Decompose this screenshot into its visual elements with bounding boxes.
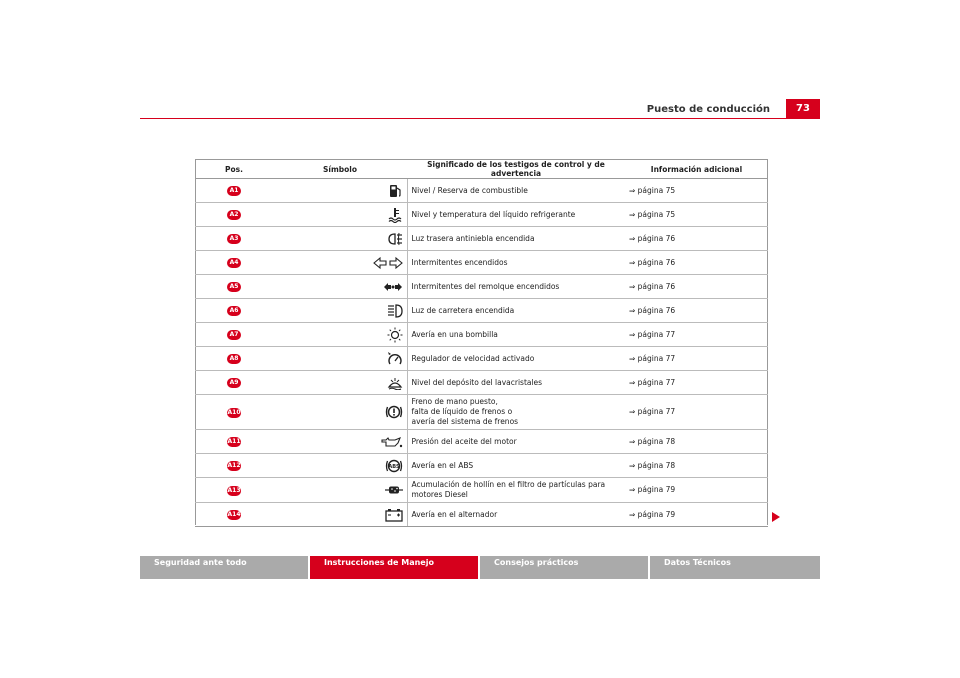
header-meaning: Significado de los testigos de control y de advertencia — [407, 160, 625, 179]
row-page-reference[interactable]: ⇒ página 79 — [625, 478, 768, 503]
row-page-reference[interactable]: ⇒ página 76 — [625, 275, 768, 299]
position-badge: A7 — [227, 330, 241, 340]
row-page-reference[interactable]: ⇒ página 78 — [625, 430, 768, 454]
table-row — [195, 227, 768, 251]
washer-fluid-icon — [387, 378, 403, 387]
row-meaning: Presión del aceite del motor — [407, 430, 625, 454]
coolant-temperature-icon — [387, 210, 403, 219]
page-section-title: Puesto de conducción — [646, 104, 770, 115]
row-meaning: Nivel del depósito del lavacristales — [407, 371, 625, 395]
position-badge: A12 — [227, 462, 241, 469]
table-row — [195, 430, 768, 454]
position-badge: A3 — [227, 234, 241, 244]
header-divider — [140, 118, 820, 119]
table-row — [195, 251, 768, 275]
row-page-reference[interactable]: ⇒ página 76 — [625, 299, 768, 323]
fuel-pump-icon — [387, 186, 403, 195]
svg-text:ABS: ABS — [387, 463, 400, 470]
row-meaning: Nivel / Reserva de combustible — [407, 179, 625, 203]
row-meaning: Nivel y temperatura del líquido refrigerante — [407, 203, 625, 227]
page-number: 73 — [786, 99, 820, 119]
row-meaning: Luz trasera antiniebla encendida — [407, 227, 625, 251]
table-header-row — [195, 160, 768, 179]
battery-alternator-icon — [385, 510, 403, 519]
row-page-reference[interactable]: ⇒ página 76 — [625, 227, 768, 251]
particulate-filter-icon — [385, 485, 403, 494]
table-row — [195, 275, 768, 299]
warning-lights-table — [195, 159, 768, 527]
position-badge: A4 — [227, 258, 241, 268]
row-page-reference[interactable]: ⇒ página 77 — [625, 323, 768, 347]
footer-tab-datos[interactable]: Datos Técnicos — [650, 556, 820, 579]
cruise-control-icon — [387, 354, 403, 363]
table-row — [195, 179, 768, 203]
row-page-reference[interactable]: ⇒ página 76 — [625, 251, 768, 275]
table-row — [195, 299, 768, 323]
header-symbol: Símbolo — [273, 160, 407, 179]
position-badge: A11 — [227, 438, 241, 445]
position-badge: A6 — [227, 306, 241, 316]
position-badge: A1 — [227, 186, 241, 196]
footer-tab-consejos[interactable]: Consejos prácticos — [480, 556, 648, 579]
position-badge: A9 — [227, 378, 241, 388]
next-page-arrow-icon[interactable] — [772, 512, 780, 522]
table-row — [195, 395, 768, 430]
row-page-reference[interactable]: ⇒ página 77 — [625, 395, 768, 430]
footer-tab-seguridad[interactable]: Seguridad ante todo — [140, 556, 308, 579]
footer-tab-instrucciones[interactable]: Instrucciones de Manejo — [310, 556, 478, 579]
row-meaning: Intermitentes encendidos — [407, 251, 625, 275]
row-page-reference[interactable]: ⇒ página 75 — [625, 203, 768, 227]
row-meaning: Avería en el alternador — [407, 503, 625, 527]
table-row — [195, 454, 768, 478]
row-page-reference[interactable]: ⇒ página 79 — [625, 503, 768, 527]
row-meaning: Freno de mano puesto, falta de líquido de frenos o avería del sistema de frenos — [407, 395, 625, 430]
position-badge: A5 — [227, 282, 241, 292]
turn-signal-icon — [373, 258, 403, 267]
position-badge: A2 — [227, 210, 241, 220]
oil-pressure-icon — [381, 437, 403, 446]
table-row — [195, 323, 768, 347]
row-meaning: Acumulación de hollín en el filtro de partículas para motores Diesel — [407, 478, 625, 503]
rear-fog-light-icon — [387, 234, 403, 243]
row-meaning: Regulador de velocidad activado — [407, 347, 625, 371]
row-meaning: Avería en una bombilla — [407, 323, 625, 347]
table-row — [195, 503, 768, 527]
row-page-reference[interactable]: ⇒ página 75 — [625, 179, 768, 203]
table-row — [195, 371, 768, 395]
row-meaning: Luz de carretera encendida — [407, 299, 625, 323]
bulb-failure-icon — [387, 330, 403, 339]
brake-warning-icon — [385, 407, 403, 416]
row-meaning: Avería en el ABS — [407, 454, 625, 478]
header-info: Información adicional — [625, 160, 768, 179]
header-pos: Pos. — [195, 160, 273, 179]
position-badge: A10 — [227, 408, 241, 416]
table-row — [195, 203, 768, 227]
row-page-reference[interactable]: ⇒ página 78 — [625, 454, 768, 478]
table-row — [195, 347, 768, 371]
trailer-turn-signal-icon — [383, 282, 403, 291]
position-badge: A13 — [227, 486, 241, 494]
high-beam-icon — [387, 306, 403, 315]
row-page-reference[interactable]: ⇒ página 77 — [625, 347, 768, 371]
position-badge: A8 — [227, 354, 241, 364]
table-row — [195, 478, 768, 503]
row-page-reference[interactable]: ⇒ página 77 — [625, 371, 768, 395]
row-meaning: Intermitentes del remolque encendidos — [407, 275, 625, 299]
abs-icon — [385, 461, 403, 470]
position-badge: A14 — [227, 511, 241, 518]
